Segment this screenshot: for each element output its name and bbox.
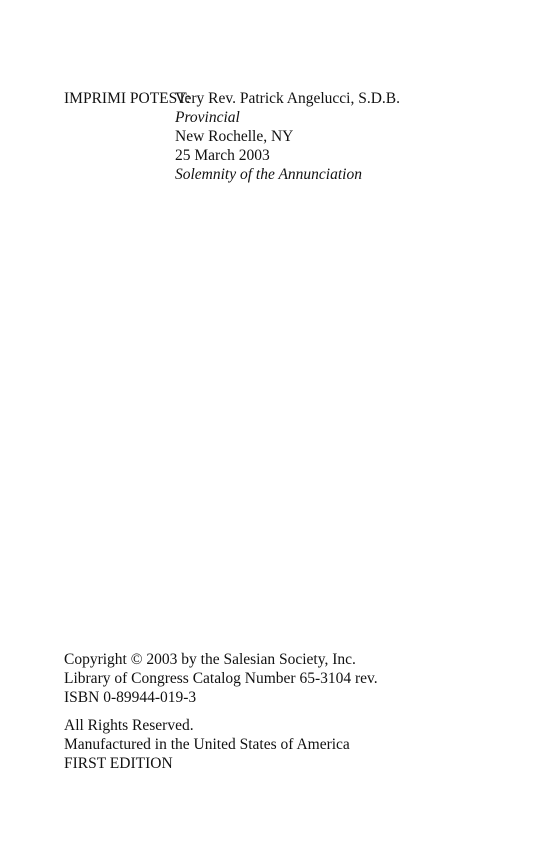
approver-name: Very Rev. Patrick Angelucci, S.D.B. (175, 90, 400, 107)
approval-date: 25 March 2003 (175, 147, 270, 164)
approver-title: Provincial (175, 109, 240, 126)
copyright-block (64, 650, 504, 707)
library-of-congress-number: Library of Congress Catalog Number 65-3104 rev. (64, 670, 378, 687)
rights-reserved: All Rights Reserved. (64, 717, 194, 734)
edition: FIRST EDITION (64, 755, 173, 772)
copyright-notice: Copyright © 2003 by the Salesian Society, Inc. (64, 651, 356, 668)
approval-place: New Rochelle, NY (175, 128, 294, 145)
manufactured-in: Manufactured in the United States of America (64, 736, 350, 753)
imprimi-potest-row (64, 89, 504, 184)
imprimi-potest-details (175, 89, 400, 184)
imprimi-potest-label: IMPRIMI POTEST: (64, 90, 191, 107)
rights-block (64, 716, 504, 773)
approval-occasion: Solemnity of the Annunciation (175, 166, 362, 183)
isbn: ISBN 0-89944-019-3 (64, 689, 197, 706)
imprimi-potest-block (64, 89, 504, 184)
